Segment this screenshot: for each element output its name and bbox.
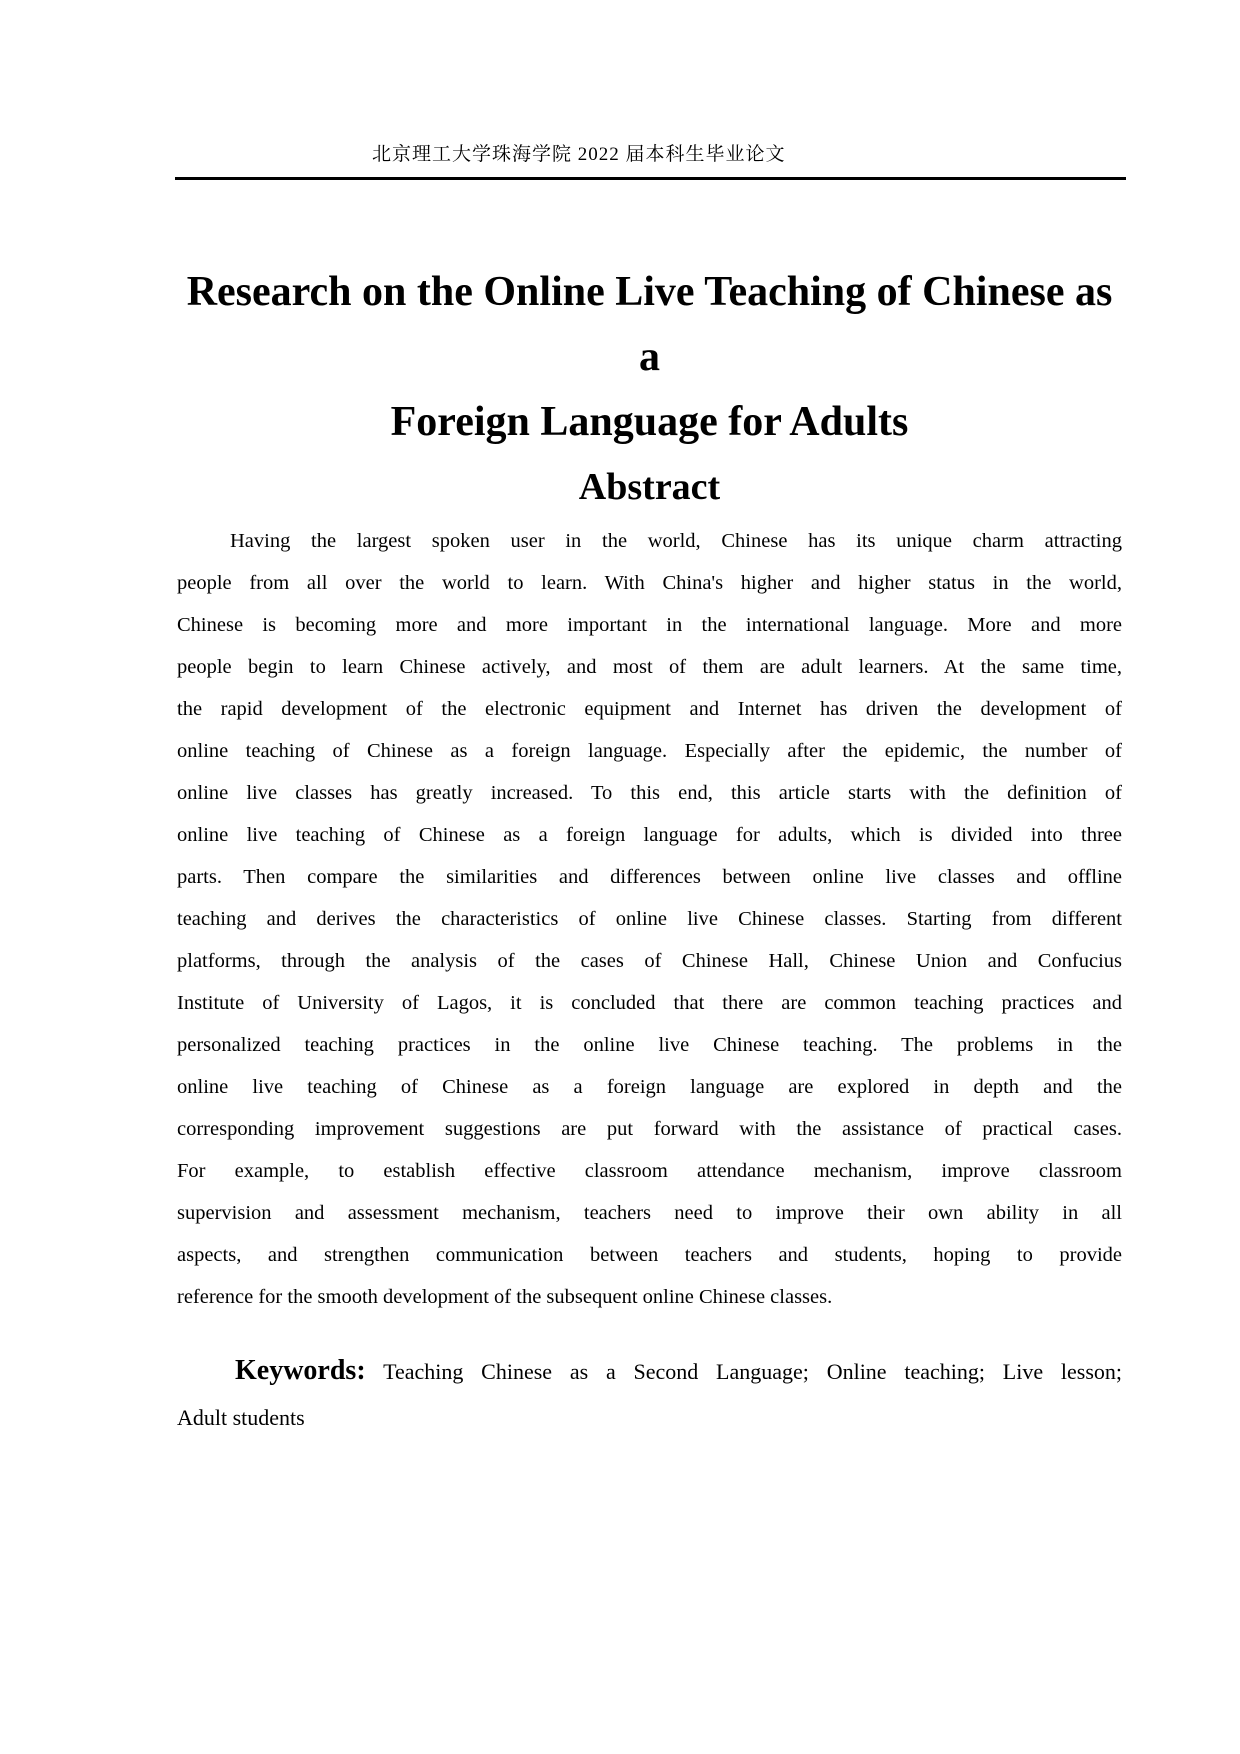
abstract-line: supervision and assessment mechanism, teachers need to improve their own ability in all [177,1202,1122,1224]
thesis-title [177,260,1122,455]
abstract-line: people begin to learn Chinese actively, and most of them are adult learners. At the same time, [177,656,1122,678]
abstract-heading: Abstract [578,466,721,508]
abstract-line: reference for the smooth development of the subsequent online Chinese classes. [177,1286,833,1308]
keywords-text: Teaching Chinese as a Second Language; Online teaching; Live lesson; [383,1359,1122,1384]
abstract-line: corresponding improvement suggestions are put forward with the assistance of practical cases. [177,1118,1122,1140]
abstract-line: For example, to establish effective classroom attendance mechanism, improve classroom [177,1160,1122,1182]
abstract-line: Chinese is becoming more and more important in the international language. More and more [177,614,1122,636]
abstract-line: aspects, and strengthen communication between teachers and students, hoping to provide [177,1244,1122,1266]
abstract-line: platforms, through the analysis of the cases of Chinese Hall, Chinese Union and Confucius [177,950,1122,972]
title-line-1: Research on the Online Live Teaching of Chinese as a [186,269,1113,380]
header-rule [175,177,1126,180]
abstract-line: online live teaching of Chinese as a foreign language for adults, which is divided into three [177,824,1122,846]
keywords-line [177,1348,1122,1395]
keywords-label: Keywords: [235,1355,366,1386]
keywords-block [177,1348,1122,1441]
running-header: 北京理工大学珠海学院 2022 届本科生毕业论文 [372,144,786,165]
abstract-line: online live teaching of Chinese as a foreign language are explored in depth and the [177,1076,1122,1098]
abstract-line: parts. Then compare the similarities and differences between online live classes and offline [177,866,1122,888]
abstract-line: people from all over the world to learn. With China's higher and higher status in the world, [177,572,1122,594]
keywords-continuation: Adult students [177,1405,305,1430]
abstract-line: Having the largest spoken user in the world, Chinese has its unique charm attracting [230,530,1122,552]
abstract-line: the rapid development of the electronic equipment and Internet has driven the development of [177,698,1122,720]
abstract-line: Institute of University of Lagos, it is concluded that there are common teaching practices and [177,992,1122,1014]
abstract-line: teaching and derives the characteristics of online live Chinese classes. Starting from different [177,908,1122,930]
abstract-body [177,520,1122,1318]
abstract-line: personalized teaching practices in the online live Chinese teaching. The problems in the [177,1034,1122,1056]
title-line-2: Foreign Language for Adults [390,399,909,445]
abstract-line: online live classes has greatly increased. To this end, this article starts with the definition of [177,782,1122,804]
abstract-line: online teaching of Chinese as a foreign language. Especially after the epidemic, the number of [177,740,1122,762]
